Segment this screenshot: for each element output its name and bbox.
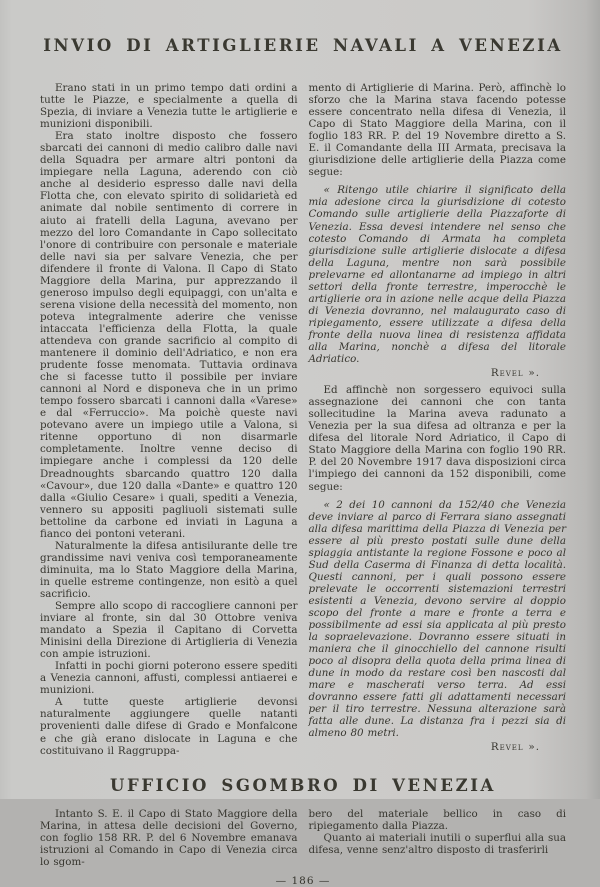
- paragraph: Erano stati in un primo tempo dati ordini a tutte le Piazze, e specialmente a quella di Spezia, di inviare a Venezia tutte le artiglierie e munizioni disponibili.: [40, 82, 298, 131]
- paragraph: Intanto S. E. il Capo di Stato Maggiore della Marina, in attesa delle decisioni del Governo, con foglio 158 RR. P. del 6 Novembre emanava istruzioni al Comando in Capo di Venezia circa lo sgom-: [40, 807, 298, 868]
- paragraph: A tutte queste artiglierie devonsi naturalmente aggiungere quelle natanti provenienti dalle difese di Grado e Monfalcone e che già erano dislocate in Laguna e che costituivano il Raggruppa-: [40, 696, 298, 757]
- paragraph: Infatti in pochi giorni poterono essere spediti a Venezia cannoni, affusti, complessi antiaerei e munizioni.: [40, 660, 298, 697]
- paragraph: « 2 dei 10 cannoni da 152/40 che Venezia deve inviare al parco di Ferrara siano assegnati alla difesa marittima della Piazza di Venezia per essere al più presto postati sulle dune della spiaggia antistante la regione Fossone e poco al Sud della Caserma di Finanza di detta località. Questi cannoni, per i quali possono essere prelevate le occorrenti sistemazioni terrestri esistenti a Venezia, devono servire al doppio scopo del fronte a mare e fronte a terra e possibilmente ad essi sia applicata al più presto la sopraelevazione. Dovranno essere situati in maniera che il ginocchiello del cannone risulti poco al disopra della quota della prima linea di dune in modo da restare così ben nascosti dal mare e mascherati verso terra. Ad essi dovranno essere fatti gli adattamenti necessari per il tiro terrestre. Nessuna alterazione sarà fatta alle dune. La distanza fra i pezzi sia di almeno 80 metri.: [308, 498, 566, 740]
- paragraph: Naturalmente la difesa antisilurante delle tre grandissime navi veniva così temporaneamente diminuita, ma lo Stato Maggiore della Marina, in quelle estreme contingenze, non esitò a quel sacrificio.: [40, 539, 298, 600]
- paragraph: « Ritengo utile chiarire il significato della mia adesione circa la giurisdizione di cotesto Comando sulle artiglierie della Piazzaforte di Venezia. Essa devesi intendere nel senso che cotesto Comando di Armata ha completa giurisdizione sulle artiglierie dislocate a difesa della Laguna, mentre non sarà possibile prelevarne ed allontanarne ad impiego in altri settori della fronte terrestre, imperocchè le artiglierie ora in azione nelle acque della Piazza di Venezia dovranno, nel malaugurato caso di ripiegamento, essere utilizzate a difesa della fronte della nuova linea di resistenza affidata alla Marina, nonchè a difesa del litorale Adriatico.: [308, 184, 566, 366]
- section2-left-column: [40, 808, 298, 868]
- quote-signature: Revel ».: [490, 367, 540, 380]
- page-number: — 186 —: [275, 874, 331, 887]
- section2-columns: [40, 808, 566, 868]
- section1-left-column: [40, 82, 298, 759]
- section2-title: UFFICIO SGOMBRO DI VENEZIA: [110, 775, 496, 795]
- section1-columns: [40, 82, 566, 759]
- section1-title: INVIO DI ARTIGLIERIE NAVALI A VENEZIA: [43, 36, 563, 55]
- paragraph: Era stato inoltre disposto che fossero sbarcati dei cannoni di medio calibro dalle navi della Squadra per armare altri pontoni da impiegare nella Laguna, aderendo con ciò anche al desiderio espresso dalle navi della Flotta che, con elevato spirito di solidarietà ed animate dal nobile sentimento di correre in aiuto ai fratelli della Laguna, avevano per mezzo del loro Comandante in Capo sollecitato l'onore di contribuire con personale e materiale delle navi sia per salvare Venezia, che per difendere il fronte di Valona. Il Capo di Stato Maggiore della Marina, pur apprezzando il generoso impulso degli equipaggi, con un'alta e serena visione della necessità del momento, non poteva integralmente aderire che venisse intaccata l'efficienza della Flotta, la quale attendeva con grande sacrificio al compito di mantenere il dominio dell'Adriatico, e non era prudente fosse menomata. Tuttavia ordinava che si facesse tutto il possibile per inviare cannoni al Nord e disponeva che in un primo tempo fossero sbarcati i cannoni dalla «Varese» e dal «Ferruccio». Ma poichè queste navi potevano avere un impiego utile a Valona, si ritenne opportuno di non disarmarle completamente. Inoltre venne deciso di impiegare anche i complessi da 120 delle Dreadnoughts sbarcando quattro 120 dalla «Cavour», due 120 dalla «Dante» e quattro 120 dalla «Giulio Cesare» i quali, spediti a Venezia, vennero su appositi pagliuoli sistemati sulle bettoline da carbone ed inviati in Laguna a fianco dei pontoni veterani.: [40, 130, 298, 540]
- section2-right-column: [309, 808, 567, 868]
- paragraph: Ed affinchè non sorgessero equivoci sulla assegnazione dei cannoni che con tanta sollecitudine la Marina aveva radunato a Venezia per la sua difesa ad oltranza e per la difesa del litorale Nord Adriatico, il Capo di Stato Maggiore della Marina con foglio 190 RR. P. del 20 Novembre 1917 dava disposizioni circa l'impiego dei cannoni da 152 disponibili, come segue:: [308, 384, 566, 493]
- paragraph: mento di Artiglierie di Marina. Però, affinchè lo sforzo che la Marina stava facendo potesse essere concentrato nella difesa di Venezia, il Capo di Stato Maggiore della Marina, con il foglio 183 RR. P. del 19 Novembre diretto a S. E. il Comandante della III Armata, precisava la giurisdizione delle artiglierie della Piazza come segue:: [308, 82, 566, 179]
- paragraph: Quanto ai materiali inutili o superflui alla sua difesa, venne senz'altro disposto di trasferirli: [308, 831, 566, 856]
- quote-signature: Revel ».: [490, 741, 540, 754]
- section1-right-column: [309, 82, 567, 759]
- paragraph: Sempre allo scopo di raccogliere cannoni per inviare al fronte, sin dal 30 Ottobre veniva mandato a Spezia il Capitano di Corvetta Minisini della Direzione di Artiglieria di Venezia con ampie istruzioni.: [40, 600, 298, 661]
- paragraph: bero del materiale bellico in caso di ripiegamento dalla Piazza.: [308, 807, 566, 832]
